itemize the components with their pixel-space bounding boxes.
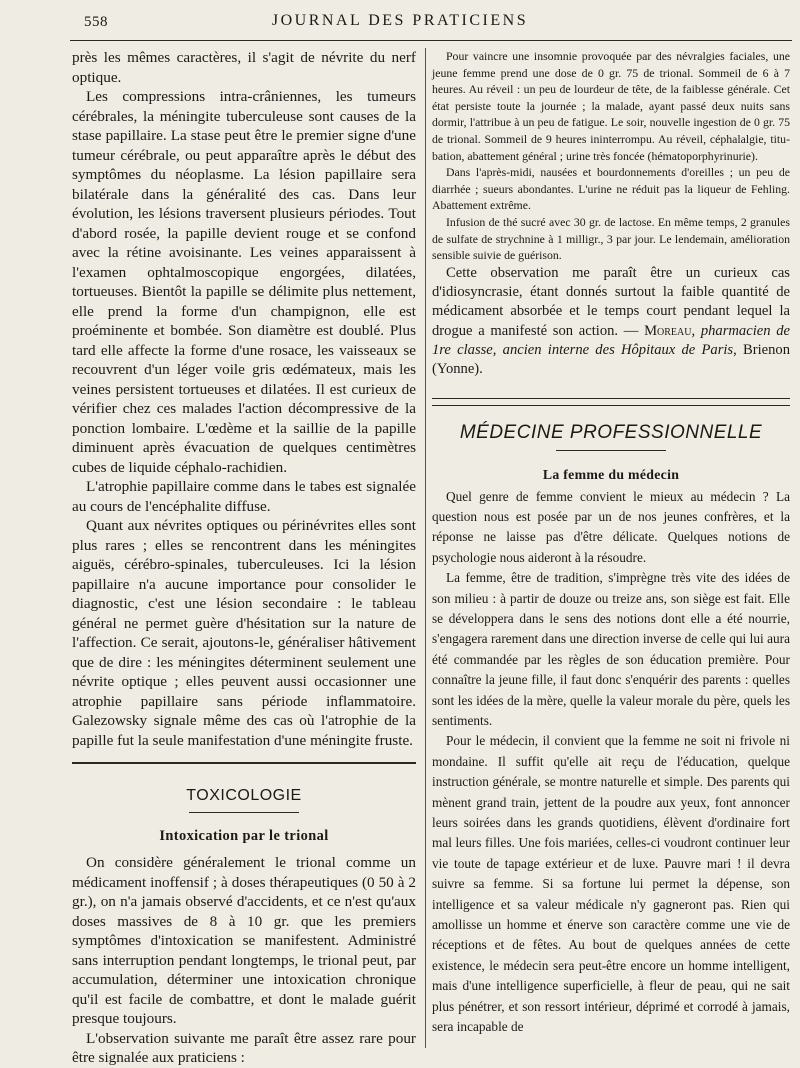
section-rule xyxy=(72,762,416,764)
running-head: JOURNAL DES PRATICIENS xyxy=(271,12,529,29)
left-paragraph: Les compressions intra-crâniennes, les tumeurs cérébrales, la méningite tuberculeuse sont causes de la stase papillaire. La stase peut être le premier signe d'une tumeur cérébrale, ou peut apparaître après le début des symptômes du néoplasme. La lésion papillaire sera bilatérale dans la généralité des cas. Dans leur évolution, les lésions traversent plusieurs périodes. Tout d'abord rosée, la papille devient rouge et se confond avec la rétine avoisinante. Les veines apparaissent à l'examen ophtalmoscopique engorgées, dilatées, tortueuses. Bientôt la papille se délimite plus nettement, elle prend la forme d'un champignon, elle est proéminente et bombée. Son diamètre est doublé. Plus tard elle affecte la forme d'une rosace, les vaisseaux se recouvrent d'un léger voile gris œdémateux, mais les veines persistent tortueuses et dilatées. Il est curieux de vérifier chez ces malades l'action décompressive de la ponction lombaire. L'œdème et la saillie de la papille diminuent après évacuation de quelques centimètres cubes de liquide céphalo-rachidien. xyxy=(72,88,416,476)
section-title-medecine: MÉDECINE PROFESSIONNELLE xyxy=(459,421,763,443)
article-paragraph: Pour le médecin, il convient que la femme ne soit ni frivole ni mondaine. Il suffit qu'elle ait reçu de l'éducation, quelque instruction générale, se montre naturelle et simple. Des parents qui mènent grand train, jettent de la poudre aux yeux, font annoncer leurs soirées dans les grands quotidiens, élèvent d'ordinaire fort mal leurs filles. Une fois mariées, celles-ci voudront continuer leur vie toute de tapage extérieur et de luxe. Pauvre mari ! il devra suivre sa femme. Si sa fortune lui permet la dépense, son intelligence et sa valeur médicale n'y gagneront pas. Rien qui amollisse un homme et énerve son caractère comme une vie de réceptions et de fêtes. Au bout de quelques années de cette existence, le médecin sera peut-être encore un homme intelligent, mais d'une intelligence superficielle, à fleur de peau, qui ne sait plus pénétrer, et son ressort intérieur, déprimé et corrodé à jamais, sera incapable de xyxy=(432,733,790,1035)
right-column xyxy=(432,48,790,1037)
article-paragraph: La femme, être de tradition, s'imprègne très vite des idées de son milieu : à partir de douze ou treize ans, son siège est fait. Elle se développera dans le sens des notions dont elle a été nourrie, s'engagera rarement dans une direction inverse de celle qui lui aura été commandée par les règles de son éducation première. Pour connaître la jeune fille, il faut donc s'enquérir des parents : quelles sont les idées de la mère, quelle la valeur morale du père, quels les sentiments. xyxy=(432,570,790,728)
title-underline xyxy=(556,450,666,451)
observation-paragraph: Pour vaincre une insomnie provoquée par des névralgies faciales, une jeune femme prend une dose de 0 gr. 75 de trional. Sommeil de 6 à 7 heures. Au réveil : un peu de lourdeur de tête, de la faiblesse générale. Cet état persiste toute la journée ; la malade, ayant passé deux nuits sans dormir, l'attribue à un peu de fatigue. Le soir, nouvelle ingestion de 0 gr. 75 de trional. Sommeil de 9 heures ininterrompu. Au réveil, céphalalgie, titubation, abattement général ; urine très foncée (hématoporphyrinurie). xyxy=(432,49,790,163)
conclusion-text: Cette observation me paraît être un curieux cas d'idiosyncrasie, étant donnés surtout la faible quantité de médicament absorbée et le temps court pendant lequel la drogue a manifesté son action. — xyxy=(432,264,790,339)
observation-paragraph: Dans l'après-midi, nausées et bourdonnements d'oreilles ; un peu de diarrhée ; sueurs abondantes. L'urine ne réduit pas la liqueur de Fehling. Abattement extrême. xyxy=(432,165,790,213)
conclusion-paragraph xyxy=(432,264,790,380)
section-double-rule xyxy=(432,398,790,406)
article-title-trional: Intoxication par le trional xyxy=(159,827,329,844)
section-title-toxicologie: TOXICOLOGIE xyxy=(186,787,302,804)
title-underline xyxy=(189,812,299,813)
signature-title: , pharmacien de 1re classe, ancien interne des Hôpitaux de Paris xyxy=(432,322,790,358)
observation-paragraph: Infusion de thé sucré avec 30 gr. de lactose. En même temps, 2 granules de sulfate de strychnine à 1 milligr., 3 par jour. Le lendemain, amélioration sensible suivie de guérison. xyxy=(432,214,790,263)
left-paragraph: L'atrophie papillaire comme dans le tabes est signalée au cours de l'encéphalite diffuse. xyxy=(72,478,416,515)
column-divider xyxy=(425,48,426,1048)
article-paragraph: Quel genre de femme convient le mieux au médecin ? La question nous est posée par un de nos jeunes confrères, et la réponse ne laisse pas d'être délicate. Quelques notions de psychologie nous aideront à la résoudre. xyxy=(432,488,790,565)
article-title-femme: La femme du médecin xyxy=(542,466,680,482)
signature-place: , Brienon (Yonne). xyxy=(432,341,790,378)
article-paragraph: On considère généralement le trional comme un médicament inoffensif ; à doses thérapeutiques (0 50 à 2 gr.), on n'a jamais observé d'accidents, et ce n'est qu'aux doses massives de 8 à 10 gr. que les premiers symptômes d'intoxication se manifestent. Administré sans interruption pendant longtemps, le trional peut, par accumulation, déterminer une intoxication chronique qu'il est facile de combattre, et dont le malade guérit presque toujours. xyxy=(72,854,416,1027)
article-paragraph: L'observation suivante me paraît être assez rare pour être signalée aux praticiens : xyxy=(72,1029,416,1066)
left-paragraph: Quant aux névrites optiques ou périnévrites elles sont plus rares ; elles se rencontrent dans les méningites aiguës, cérébro-spinales, tuberculeuses. Ici la lésion papillaire n'a aucune importance pour consolider le diagnostic, c'est une lésion secondaire : le tableau général ne permet guère d'hésitation sur la nature de l'affection. Ce serait, ajoutons-le, généraliser hâtivement que de dire : les méningites déterminent seulement une névrite optique ; elles peuvent aussi occasionner une atrophie papillaire sans période inflammatoire. Galezowsky signale même des cas où l'atrophie de la papille fut la seule manifestation d'une méningite fruste. xyxy=(72,517,416,749)
left-column xyxy=(72,48,416,1068)
signature-name: Moreau xyxy=(644,322,692,339)
page-number: 558 xyxy=(84,14,108,30)
header-rule xyxy=(70,40,792,41)
left-paragraph: près les mêmes caractères, il s'agit de névrite du nerf optique. xyxy=(72,49,416,86)
